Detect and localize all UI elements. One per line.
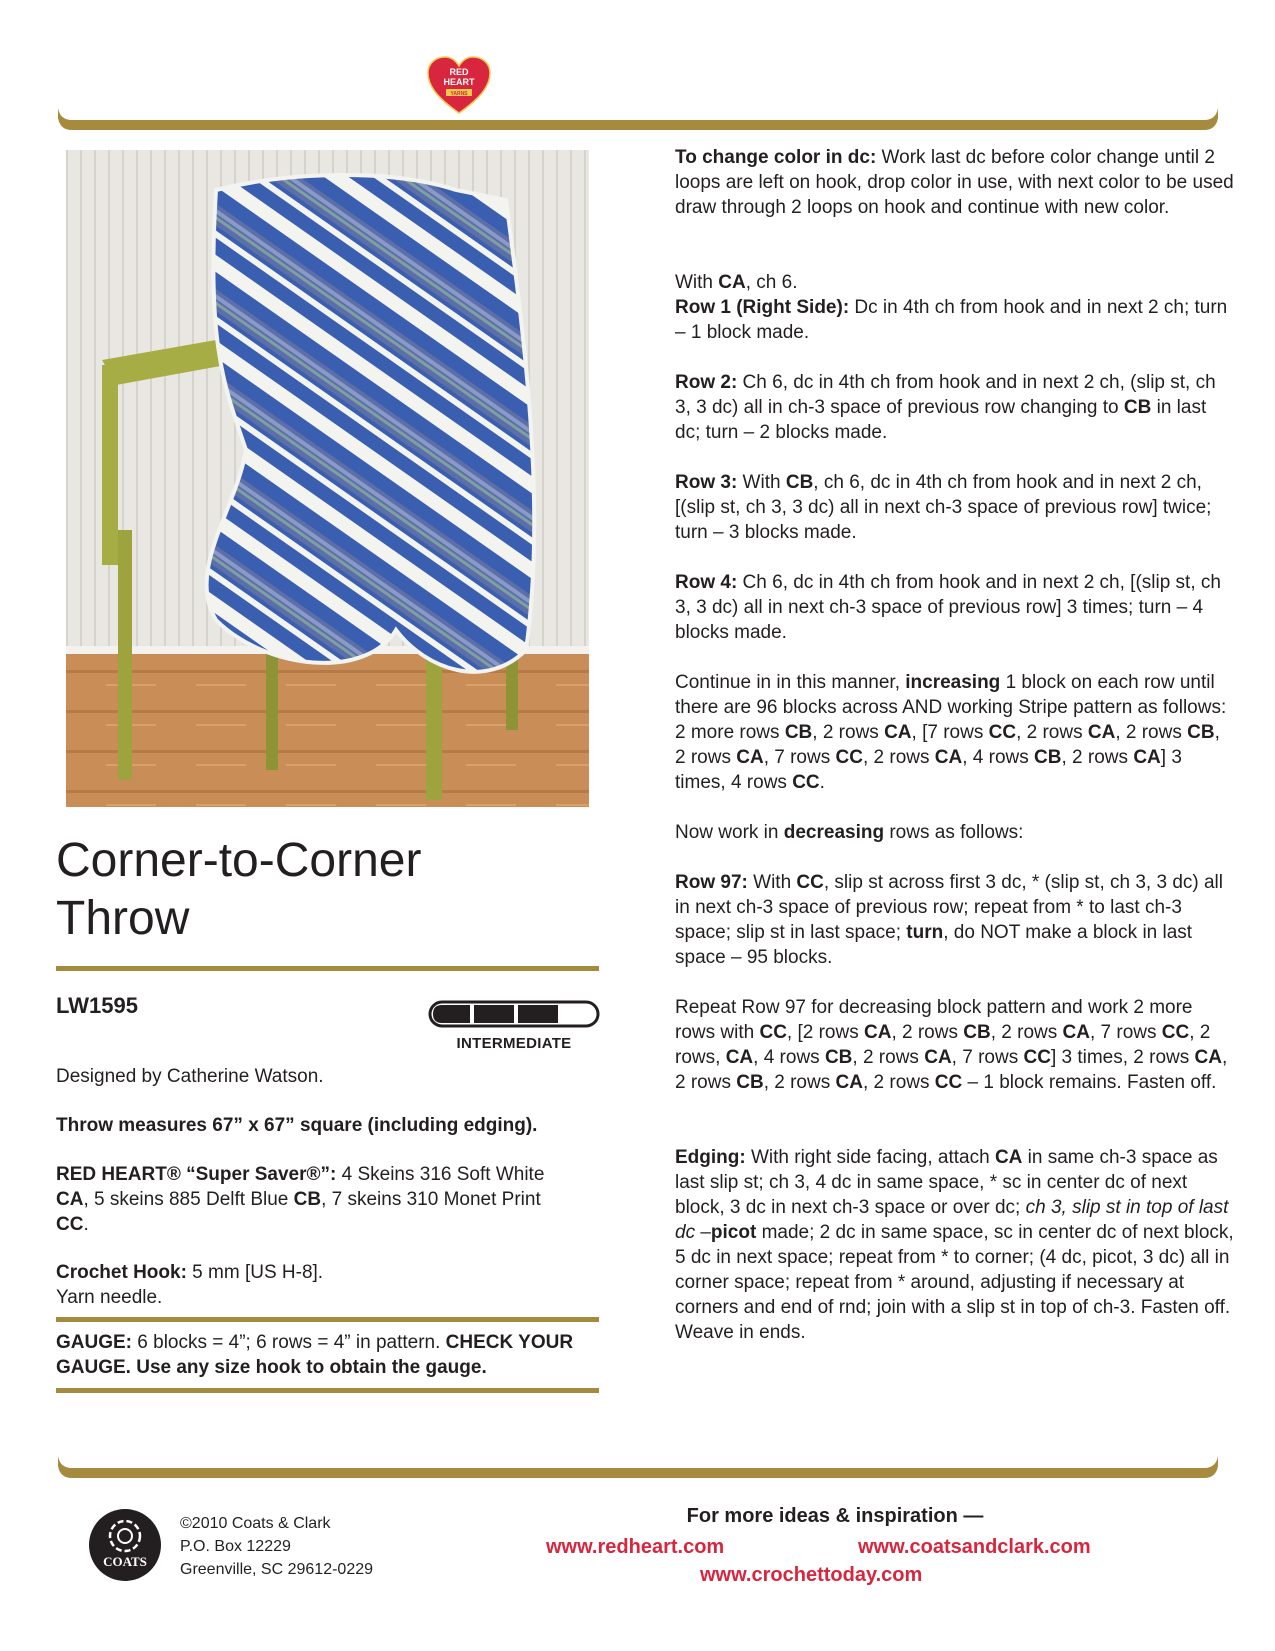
instructions [675,145,1235,1370]
hook-text: 5 mm [US H-8]. [186,1262,324,1283]
cont-text: , 7 rows [763,747,836,768]
row2-label: Row 2: [675,372,738,393]
gauge-text: 6 blocks = 4”; 6 rows = 4” in pattern. [132,1332,446,1353]
cont-bold: CC [792,772,820,793]
rep-bold: CA [924,1047,952,1068]
header-bar [58,108,1218,130]
edging-text: in same ch-3 space as last slip st; ch 3, 4 dc in same space, * sc in center dc of next block, 3 dc in next ch-3 space or over dc; [675,1147,1218,1218]
gauge-info [56,1330,596,1380]
row1-label: Row 1 (Right Side): [675,297,850,318]
row-97 [675,870,1235,970]
row97-cc: CC [796,872,824,893]
row3-text: With [737,472,786,493]
rep-bold: CC [759,1022,787,1043]
rep-bold: CB [963,1022,991,1043]
row-1 [675,270,1235,345]
rep-text: , 2 rows, [675,1022,1211,1068]
title-line-2: Throw [56,892,190,945]
row-4 [675,570,1235,645]
po-box: P.O. Box 12229 [180,1538,291,1555]
hook-info [56,1260,616,1310]
crochettoday-link[interactable]: www.crochettoday.com [700,1564,923,1586]
cont-bold: increasing [905,672,1001,693]
page-title [56,832,576,948]
rep-bold: CB [736,1072,764,1093]
rep-bold: CA [1062,1022,1090,1043]
rep-bold: CA [864,1022,892,1043]
edging-picot: picot [710,1222,757,1243]
row1-text: Dc in 4th ch from hook and in next 2 ch; turn – 1 block made. [675,297,1228,343]
title-line-1: Corner-to-Corner [56,834,422,887]
edging-italic: ch 3, slip st in top of last dc – [675,1197,1229,1243]
coats-logo [88,1508,162,1582]
rep-bold: CC [1161,1022,1190,1043]
color-change-note [675,145,1235,220]
cont-bold: CC [988,722,1017,743]
cont-text: , 2 rows [1016,722,1088,743]
rep-bold: CA [1194,1047,1222,1068]
rep-text: , 2 rows [763,1072,836,1093]
row97-label: Row 97: [675,872,748,893]
row97-text: , do NOT make a block in last space – 95 blocks. [675,922,1193,968]
edging-label: Edging: [675,1147,746,1168]
rep-text: , 2 rows [990,1022,1063,1043]
cont-bold: CA [884,722,912,743]
rep-text: , 2 rows [675,1047,1228,1093]
footer-bar [58,1456,1218,1478]
cont-bold: CB [1034,747,1062,768]
skill-level-gauge [428,1000,600,1028]
yarn-text: , 5 skeins 885 Delft Blue [83,1189,294,1210]
rep-text: , 2 rows [862,1072,935,1093]
pattern-number: LW1595 [56,993,138,1018]
cont-text: 1 block on each row until there are 96 blocks across AND working Stripe pattern as follows: 2 more rows [675,672,1227,743]
rep-bold: CB [824,1047,853,1068]
row97-text: With [747,872,797,893]
designer-text: Designed by Catherine Watson. [56,1066,324,1087]
cont-bold: CA [934,747,963,768]
rep-bold: CA [725,1047,754,1068]
coats-logo-text: COATS [103,1554,147,1569]
cont-bold: CC [835,747,863,768]
rep-text: , [2 rows [786,1022,864,1043]
red-heart-logo [426,55,492,115]
row2-text: Ch 6, dc in 4th ch from hook and in next 2 ch, (slip st, ch 3, 3 dc) all in ch-3 space of previous row changing to [675,372,1216,418]
measurements [56,1113,616,1138]
edging-ca: CA [994,1147,1023,1168]
logo-text-bottom: YARNS [450,91,468,97]
gauge-check: CHECK YOUR GAUGE. Use any size hook to obtain the gauge. [56,1332,574,1378]
cont-bold: CA [1087,722,1116,743]
row4-label: Row 4: [675,572,738,593]
row-3 [675,470,1235,545]
city: Greenville, SC 29612-0229 [180,1561,374,1578]
rep-text: , 7 rows [951,1047,1024,1068]
cont-text: , 2 rows [1115,722,1188,743]
cont-text: , 2 rows [1061,747,1134,768]
cont-text: Continue in in this manner, [675,672,906,693]
cont-text: , 2 rows [812,722,885,743]
color-change-label: To change color in dc: [675,147,877,168]
edging-text: With right side facing, attach [745,1147,995,1168]
yarn-ca: CA [56,1189,84,1210]
dec-text: rows as follows: [884,822,1024,843]
continue-instructions [675,670,1235,795]
row-2 [675,370,1235,445]
yarn-info [56,1162,556,1237]
hook-label: Crochet Hook: [56,1262,187,1283]
yarn-text: 4 Skeins 316 Soft White [336,1164,545,1185]
cont-text: , [7 rows [911,722,989,743]
row3-cb: CB [785,472,814,493]
row4-text: Ch 6, dc in 4th ch from hook and in next 2 ch, [(slip st, ch 3, 3 dc) all in next ch-3 space of previous row] 3 times; turn – 4 blocks made. [675,572,1221,643]
rep-text: – 1 block remains. Fasten off. [962,1072,1217,1093]
throw-photo [66,150,589,807]
redheart-link[interactable]: www.redheart.com [546,1536,725,1558]
skill-level-label: INTERMEDIATE [456,1035,572,1052]
rep-text: , 2 rows [852,1047,925,1068]
divider [56,1388,599,1393]
gauge-label: GAUGE: [56,1332,132,1353]
rep-bold: CC [1023,1047,1051,1068]
address [180,1512,373,1581]
cont-text: , 2 rows [675,722,1220,768]
row3-text: , ch 6, dc in 4th ch from hook and in next 2 ch, [(slip st, ch 3, 3 dc) all in next ch-3 space of previous row] twice; turn – 3 blocks made. [675,472,1212,543]
edging-instructions [675,1145,1235,1345]
edging-text: made; 2 dc in same space, sc in center dc of next block, 5 dc in next space; repeat from * to corner; (4 dc, picot, 3 dc) all in corner space; repeat from * around, adjusting if necessary at corners and end of rnd; join with a slip st in top of ch-3. Fasten off. Weave in ends. [675,1222,1234,1343]
divider [56,966,599,971]
row3-label: Row 3: [675,472,738,493]
dec-text: Now work in [675,822,784,843]
row2-cb: CB [1123,397,1152,418]
rep-text: Repeat Row 97 for decreasing block pattern and work 2 more rows with [675,997,1193,1043]
rep-text: ] 3 times, 2 rows [1050,1047,1195,1068]
yarn-text: . [83,1214,89,1235]
cont-bold: CB [784,722,813,743]
skill-level [428,1000,600,1052]
decreasing-intro [675,820,1235,845]
yarn-cc: CC [56,1214,84,1235]
cont-text: . [819,772,825,793]
row2-text: in last dc; turn – 2 blocks made. [675,397,1207,443]
designer-credit [56,1064,616,1089]
coatsandclark-link[interactable]: www.coatsandclark.com [858,1536,1091,1558]
logo-text-middle: HEART [443,77,475,87]
start-ca: CA [718,272,746,293]
cont-text: ] 3 times, 4 rows [675,747,1182,793]
logo-text-top: RED [449,67,469,77]
more-ideas-heading: For more ideas & inspiration — [686,1505,984,1527]
measure-text: Throw measures 67” x 67” square (including edging). [56,1115,538,1136]
start-text: , ch 6. [745,272,798,293]
row97-text: , slip st across first 3 dc, * (slip st, ch 3, 3 dc) all in next ch-3 space of previous row; repeat from * to last ch-3 space; slip st in last space; [675,872,1223,943]
cont-bold: CA [1133,747,1161,768]
dec-bold: decreasing [783,822,885,843]
cont-bold: CA [736,747,764,768]
rep-text: , 7 rows [1089,1022,1162,1043]
start-text: With [675,272,719,293]
cont-text: , 4 rows [962,747,1035,768]
copyright: ©2010 Coats & Clark [180,1515,331,1532]
rep-text: , 2 rows [891,1022,964,1043]
yarn-cb: CB [293,1189,322,1210]
rep-bold: CC [934,1072,963,1093]
repeat-instructions [675,995,1235,1095]
row97-turn: turn [906,922,944,943]
yarn-label: RED HEART® “Super Saver®”: [56,1164,337,1185]
yarn-text: , 7 skeins 310 Monet Print [321,1189,541,1210]
rep-bold: CA [835,1072,863,1093]
cont-text: , 2 rows [862,747,935,768]
cont-bold: CB [1187,722,1215,743]
rep-text: , 4 rows [753,1047,825,1068]
color-change-text: Work last dc before color change until 2 loops are left on hook, drop color in use, with next color to be used draw through 2 loops on hook and continue with new color. [675,147,1234,218]
needle-text: Yarn needle. [56,1287,163,1308]
divider [56,1317,599,1322]
